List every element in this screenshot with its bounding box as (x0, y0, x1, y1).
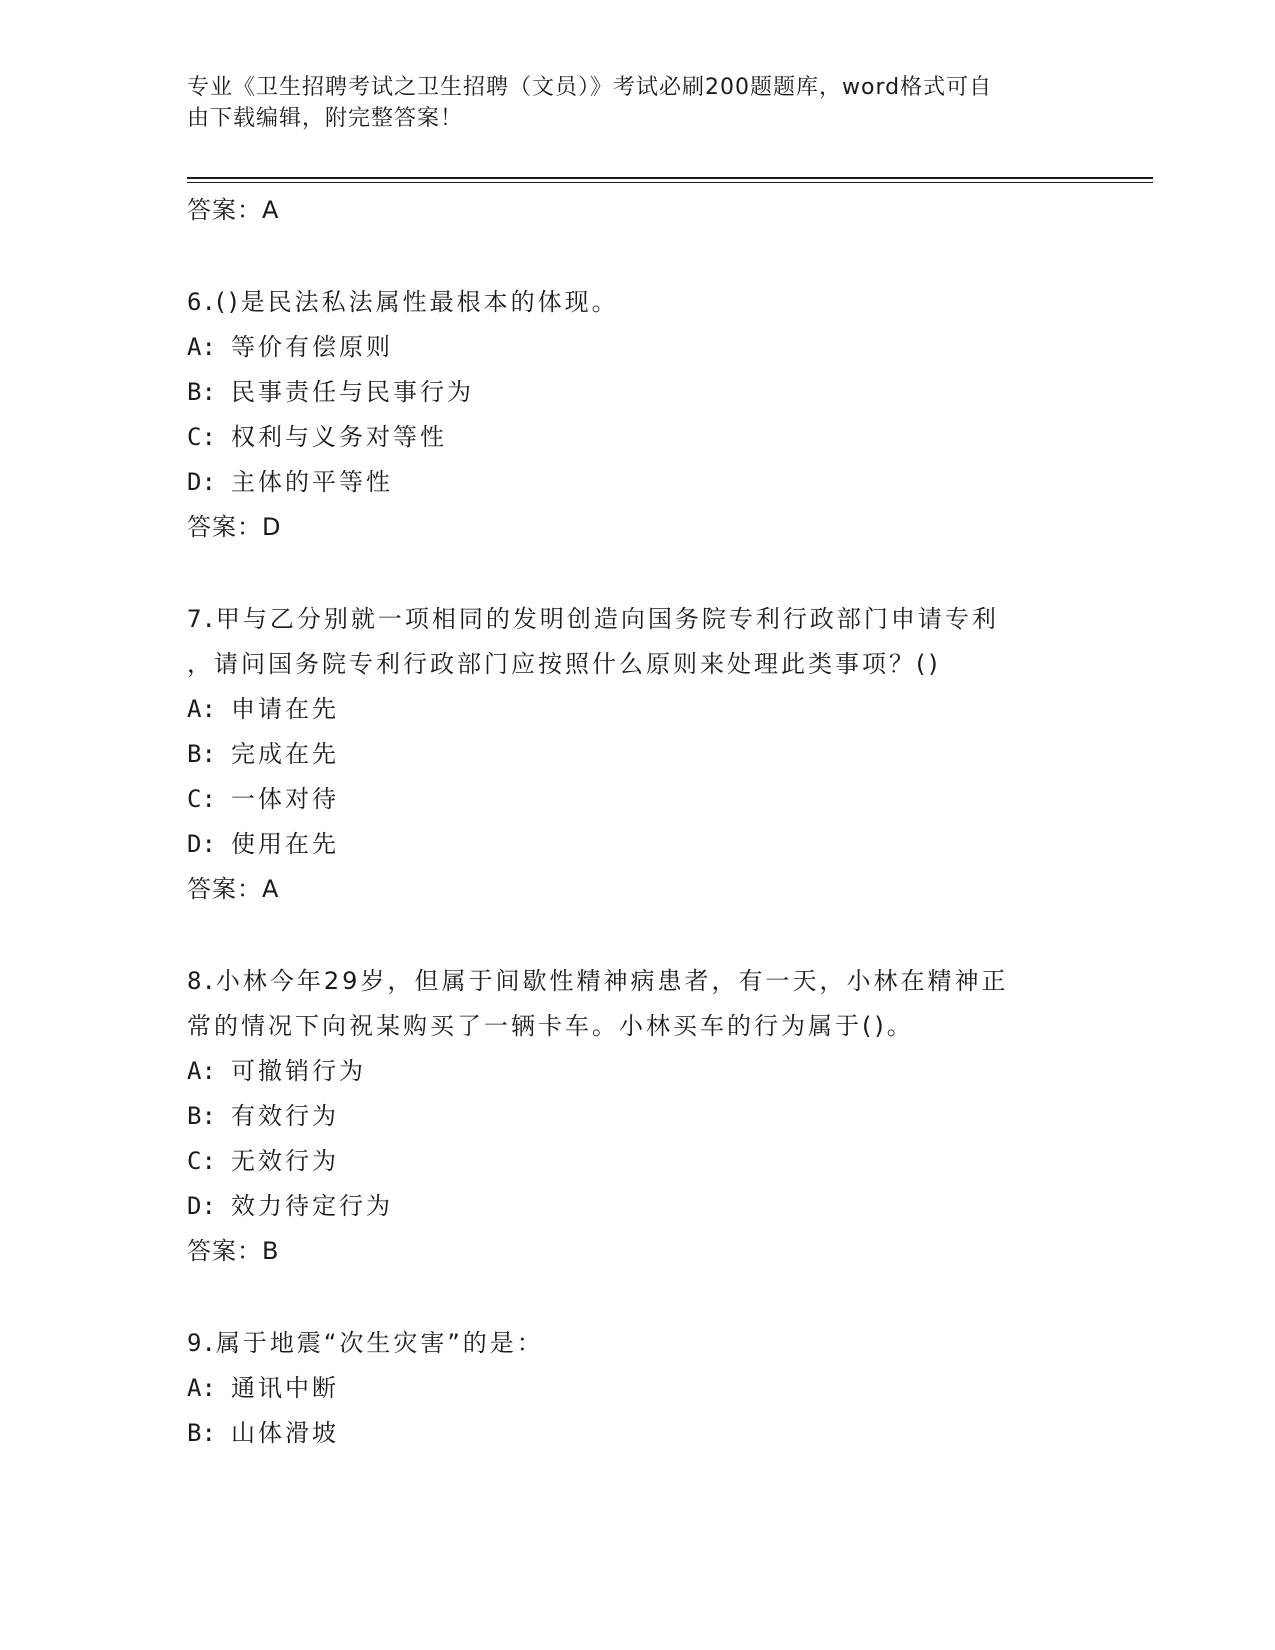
answer-line: 答案：D (187, 513, 282, 541)
question-block (187, 280, 1087, 549)
option-text: 民事责任与民事行为 (231, 378, 474, 406)
spacer (187, 911, 1087, 959)
question-block (187, 597, 1087, 911)
option-letter: C: (187, 423, 216, 451)
option-d (187, 460, 1087, 505)
question-block (187, 1321, 1087, 1456)
option-letter: D: (187, 468, 216, 496)
question-stem-continued: 常的情况下向祝某购买了一辆卡车。小林买车的行为属于()。 (187, 1012, 914, 1040)
answer-line: 答案：B (187, 1237, 280, 1265)
header-rule-thin (187, 182, 1153, 183)
option-letter: B: (187, 1419, 216, 1447)
option-b (187, 1094, 1087, 1139)
question-text: 属于地震“次生灾害”的是： (215, 1329, 544, 1357)
option-b (187, 1411, 1087, 1456)
question-text: ()是民法私法属性最根本的体现。 (215, 288, 619, 316)
question-block (187, 959, 1087, 1273)
option-letter: A: (187, 1057, 216, 1085)
document-body (187, 188, 1087, 1456)
option-a (187, 1049, 1087, 1094)
option-b (187, 732, 1087, 777)
option-text: 申请在先 (231, 695, 339, 723)
header-line-2: 由下载编辑，附完整答案！ (187, 106, 464, 131)
question-stem (187, 597, 1087, 642)
option-text: 通讯中断 (231, 1374, 339, 1402)
option-text: 山体滑坡 (231, 1419, 339, 1447)
option-text: 主体的平等性 (231, 468, 393, 496)
header-rule (187, 177, 1153, 179)
option-b (187, 370, 1087, 415)
option-c (187, 777, 1087, 822)
option-d (187, 1184, 1087, 1229)
answer-line: 答案：A (187, 875, 280, 903)
question-stem (187, 959, 1087, 1004)
option-text: 有效行为 (231, 1102, 339, 1130)
option-letter: D: (187, 1192, 216, 1220)
option-letter: B: (187, 1102, 216, 1130)
option-letter: B: (187, 740, 216, 768)
option-letter: D: (187, 830, 216, 858)
option-letter: C: (187, 1147, 216, 1175)
question-number: 6. (187, 288, 216, 316)
option-letter: C: (187, 785, 216, 813)
question-stem (187, 1321, 1087, 1366)
question-text: 小林今年29岁，但属于间歇性精神病患者，有一天，小林在精神正 (215, 967, 1009, 995)
option-letter: A: (187, 333, 216, 361)
question-stem (187, 280, 1087, 325)
option-text: 可撤销行为 (231, 1057, 366, 1085)
option-text: 一体对待 (231, 785, 339, 813)
option-text: 完成在先 (231, 740, 339, 768)
question-number: 8. (187, 967, 216, 995)
answer-line: 答案：A (187, 196, 280, 224)
option-letter: A: (187, 695, 216, 723)
option-text: 使用在先 (231, 830, 339, 858)
question-text: 甲与乙分别就一项相同的发明创造向国务院专利行政部门申请专利 (215, 605, 999, 633)
option-text: 无效行为 (231, 1147, 339, 1175)
option-letter: A: (187, 1374, 216, 1402)
spacer (187, 232, 1087, 280)
question-stem-continued: ，请问国务院专利行政部门应按照什么原则来处理此类事项？() (187, 650, 941, 678)
option-d (187, 822, 1087, 867)
document-header (187, 72, 1067, 134)
option-text: 效力待定行为 (231, 1192, 393, 1220)
option-a (187, 325, 1087, 370)
option-a (187, 1366, 1087, 1411)
spacer (187, 1273, 1087, 1321)
question-number: 7. (187, 605, 216, 633)
spacer (187, 549, 1087, 597)
option-a (187, 687, 1087, 732)
option-c (187, 415, 1087, 460)
option-text: 等价有偿原则 (231, 333, 393, 361)
question-number: 9. (187, 1329, 216, 1357)
option-c (187, 1139, 1087, 1184)
option-letter: B: (187, 378, 216, 406)
option-text: 权利与义务对等性 (231, 423, 447, 451)
header-line-1: 专业《卫生招聘考试之卫生招聘（文员）》考试必刷200题题库，word格式可自 (187, 75, 993, 100)
